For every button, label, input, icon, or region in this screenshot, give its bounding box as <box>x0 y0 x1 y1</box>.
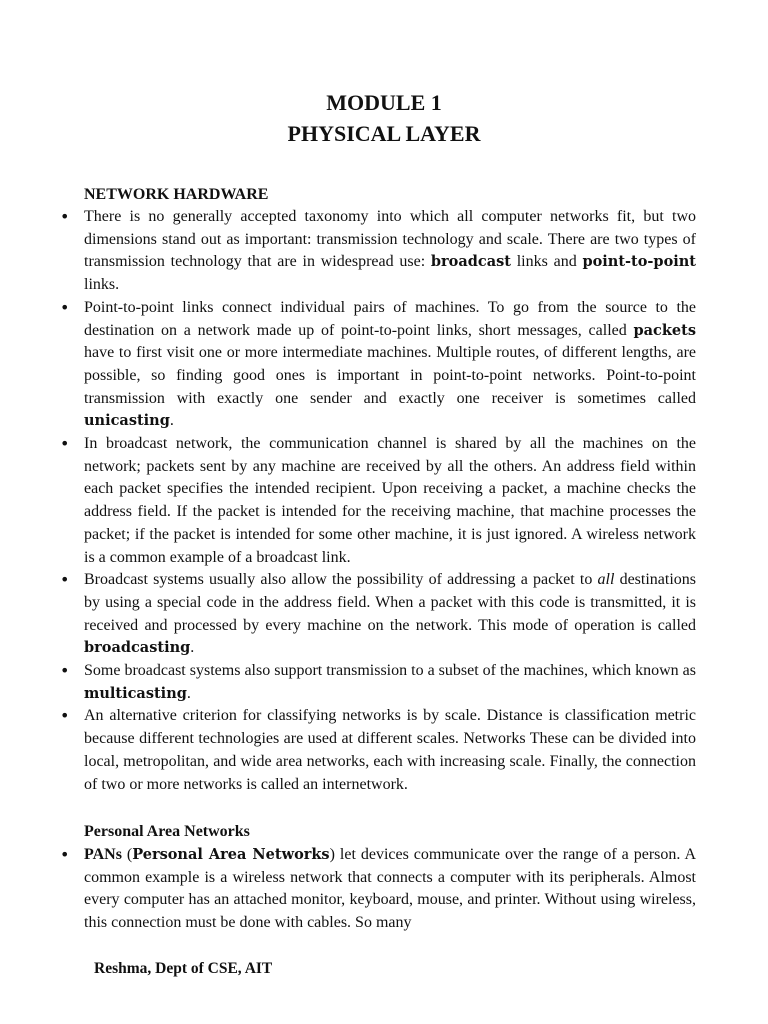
network-hardware-bullet-list <box>0 206 696 796</box>
section-heading-personal-area-networks: Personal Area Networks <box>84 823 250 840</box>
text-run: ( <box>121 846 133 863</box>
text-run: links. <box>84 276 120 294</box>
bold-term: unicasting <box>84 412 170 430</box>
text-run: There is no generally accepted taxonomy into which all computer networks fit, but two dimensions stand out as important: transmission technology and scale. There are two types of transmission technology that are in widespread use: <box>84 208 696 271</box>
text-run: . <box>169 412 174 430</box>
bold-term: point-to-point <box>582 253 696 271</box>
text-run: In broadcast network, the communication channel is shared by all the machines on the network; packets sent by any machine are received by all the others. An address field within each packet specifies the intended recipient. Upon receiving a packet, a machine checks the address field. If the packet is intended for the receiving machine, that machine processes the packet; if the packet is intended for some other machine, it is just ignored. A wireless network is a common example of a broadcast link. <box>84 435 696 566</box>
module-title: MODULE 1 <box>326 90 442 115</box>
text-run: Point-to-point links connect individual pairs of machines. To go from the source to the destination on a network made up of point-to-point links, short messages, called <box>84 298 696 339</box>
page-footer: Reshma, Dept of CSE, AIT <box>94 960 273 977</box>
bold-term: PANs <box>84 846 122 863</box>
section-heading-network-hardware: NETWORK HARDWARE <box>84 186 269 203</box>
bold-term: packets <box>633 321 696 339</box>
text-run: . <box>190 639 195 657</box>
chapter-title: PHYSICAL LAYER <box>287 121 481 146</box>
bold-term: Personal Area Networks <box>132 846 330 863</box>
bullet-item <box>0 206 696 297</box>
pan-bullet-list <box>0 844 696 935</box>
bold-term: broadcast <box>430 253 511 271</box>
text-run: Some broadcast systems also support transmission to a subset of the machines, which known as <box>84 662 696 680</box>
bullet-item <box>0 433 696 569</box>
text-run: destinations by using a special code in the address field. When a packet with this code is transmitted, it is received and processed by every machine on the network. This mode of operation is called <box>84 571 697 634</box>
bullet-item <box>0 660 696 705</box>
bullet-item <box>0 297 696 433</box>
bold-term: multicasting <box>84 684 187 702</box>
text-run: have to first visit one or more intermediate machines. Multiple routes, of different lengths, are possible, so finding good ones is important in point-to-point networks. Point-to-point transmission with exactly one sender and exactly one receiver is sometimes called <box>84 344 696 407</box>
italic-term: all <box>597 571 615 589</box>
text-run: links and <box>510 253 583 271</box>
bullet-item <box>0 569 696 660</box>
text-run: ) let devices communicate over the range of a person. A common example is a wireless network that connects a computer with its peripherals. Almost every computer has an attached monitor, keyboard, mouse, and printer. Without using wireless, this connection must be done with cables. So many <box>84 846 697 932</box>
text-run: Broadcast systems usually also allow the possibility of addressing a packet to <box>84 571 598 589</box>
text-run: An alternative criterion for classifying networks is by scale. Distance is classification metric because different technologies are used at different scales. Networks These can be divided into local, metropolitan, and wide area networks, each with increasing scale. Finally, the connection of two or more networks is called an internetwork. <box>84 707 696 793</box>
bullet-item <box>0 844 696 935</box>
bold-term: broadcasting <box>84 639 191 657</box>
text-run: . <box>186 684 191 702</box>
bullet-item <box>0 705 696 796</box>
